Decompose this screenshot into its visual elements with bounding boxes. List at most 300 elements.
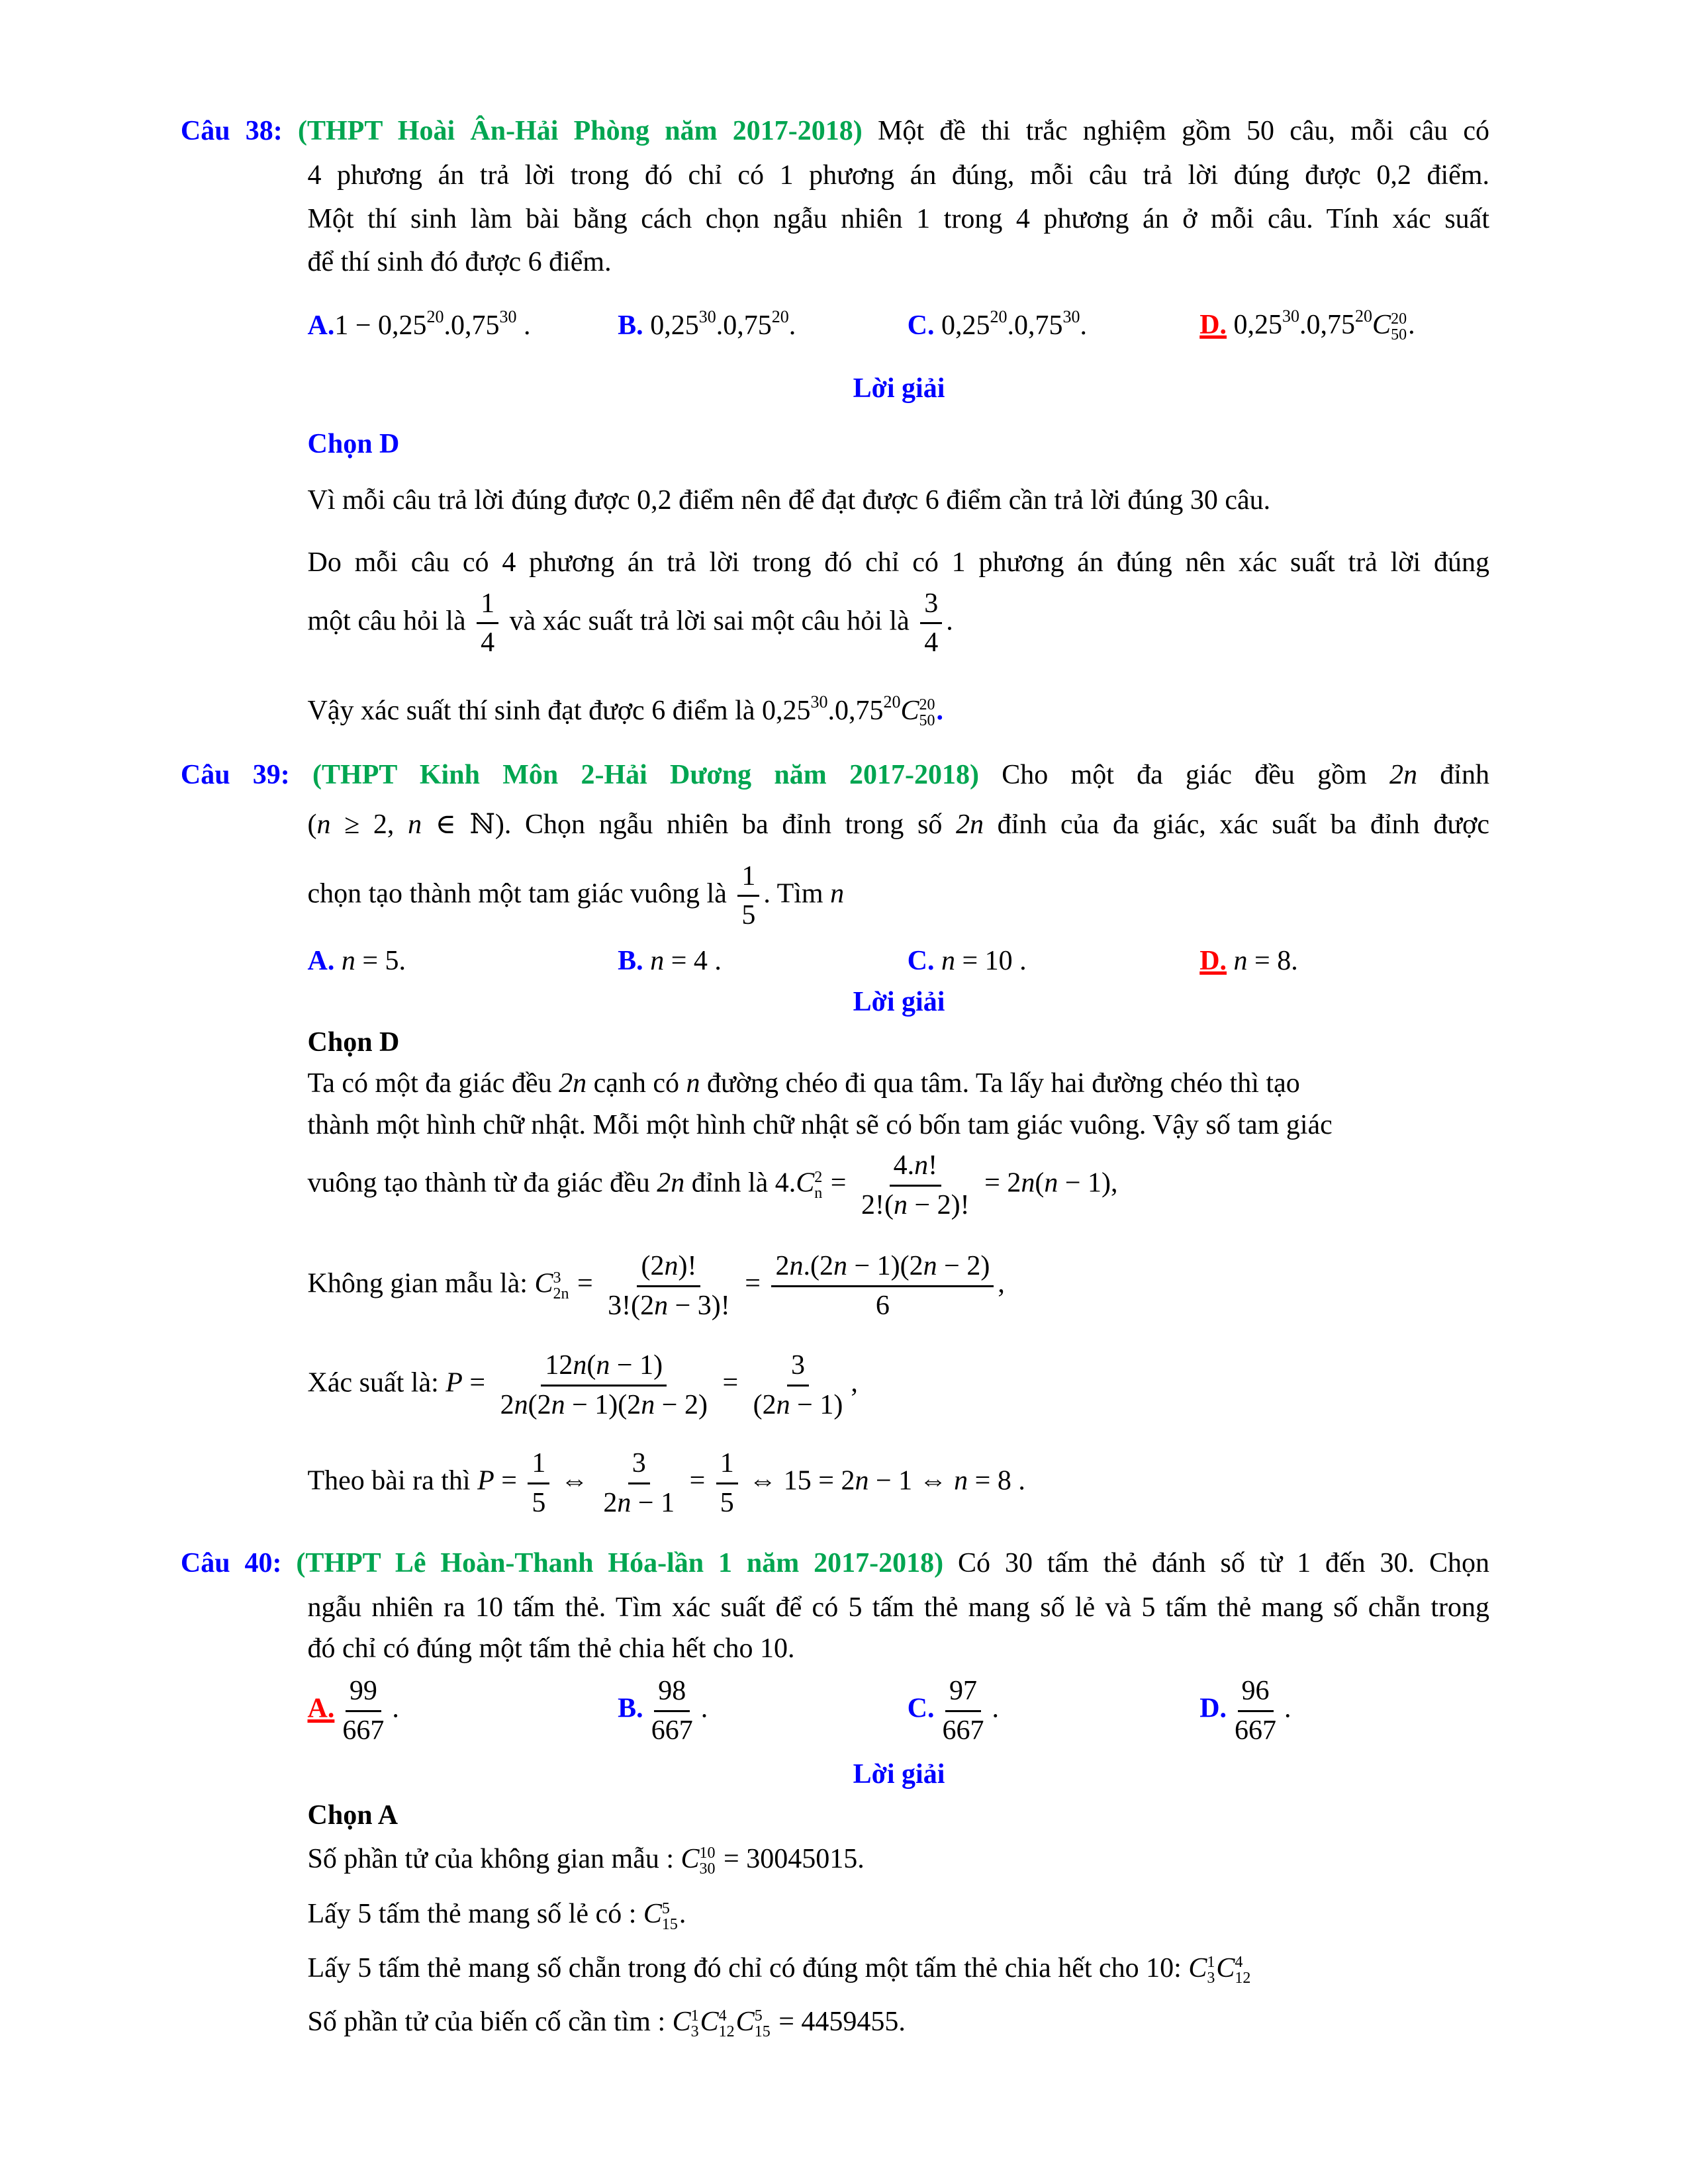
superscript: 20: [1355, 306, 1373, 326]
text-run: 667: [1235, 1715, 1277, 1746]
fraction-numerator: [920, 586, 942, 625]
text-run: .: [946, 606, 953, 637]
text-run: (2: [753, 1389, 776, 1420]
text-run: đó chỉ có đúng một tấm thẻ chia hết cho 10.: [307, 1633, 795, 1664]
text-run: .0,75: [1007, 310, 1063, 341]
label-text: Lời giải: [853, 1758, 945, 1790]
text-run: 1: [720, 1448, 734, 1479]
text-run: − 1 ⇔: [868, 1465, 955, 1496]
text-run: (: [1035, 1168, 1045, 1199]
correct-answer-label: A.: [307, 1693, 335, 1724]
fraction-numerator: [1238, 1674, 1274, 1712]
correct-answer-label: D.: [1199, 309, 1227, 340]
fraction: [857, 1148, 974, 1222]
text-run: =: [570, 1269, 600, 1300]
q40-solution: [308, 1843, 865, 1877]
text-run: =: [823, 1168, 853, 1199]
text-run: (2: [641, 1251, 665, 1282]
text-run: ,: [851, 1368, 858, 1399]
q40-choice: [308, 1799, 399, 1832]
text-run: − 2): [655, 1389, 708, 1420]
q38-text: [308, 246, 612, 279]
text-run: 1 − 0,25: [334, 310, 427, 341]
math-variable: n: [855, 1465, 869, 1496]
solution-heading: [0, 985, 1688, 1019]
text-run: Theo bài ra thì: [307, 1465, 478, 1496]
text-run: Cho một đa giác đều gồm: [979, 759, 1390, 790]
fraction: [477, 586, 498, 660]
fraction: [647, 1674, 697, 1748]
text-run: =: [737, 1269, 768, 1300]
q40-text: [308, 1632, 795, 1665]
text-run: − 3)!: [668, 1290, 730, 1321]
text-run: − 1),: [1058, 1168, 1118, 1199]
q38-title: [181, 114, 1489, 148]
text-run: thành một hình chữ nhật. Mỗi một hình chữ nhật sẽ có bốn tam giác vuông. Vậy số tam giác: [307, 1109, 1333, 1140]
superscript: 3: [553, 1269, 561, 1287]
q39-solution: [308, 1348, 858, 1422]
text-run: và xác suất trả lời sai một câu hỏi là: [502, 606, 917, 637]
math-variable: n: [686, 1068, 700, 1099]
math-variable: n: [833, 1251, 847, 1282]
math-variable: n: [923, 1251, 937, 1282]
sup-sub-index: [662, 1900, 678, 1932]
subscript: 30: [699, 1860, 716, 1878]
text-run: 0,25: [1227, 309, 1283, 340]
text-run: 5: [720, 1487, 734, 1518]
fraction-numerator: [637, 1249, 700, 1287]
label-text: B.: [618, 310, 651, 341]
label-text: Câu 40:: [180, 1547, 297, 1578]
label-text: C.: [907, 310, 941, 341]
fraction-denominator: [938, 1712, 988, 1749]
q38-choice: [308, 428, 400, 461]
text-run: Lấy 5 tấm thẻ mang số lẻ có :: [307, 1899, 643, 1930]
superscript: 1: [1207, 1953, 1215, 1971]
subscript: 15: [661, 1915, 678, 1933]
label-text: Câu 38:: [180, 115, 298, 146]
superscript: 20: [1391, 310, 1407, 328]
text-run: đỉnh: [1417, 759, 1489, 790]
text-run: = 8.: [1247, 945, 1298, 976]
text-run: 3!(2: [608, 1290, 655, 1321]
text-run: = 4459455.: [771, 2006, 906, 2037]
fraction-numerator: [716, 1446, 738, 1484]
text-run: .0,75: [444, 310, 500, 341]
source-text: (THPT Kinh Môn 2-Hải Dương năm 2017-2018): [312, 759, 979, 790]
math-variable: 2n: [559, 1068, 587, 1099]
fraction-numerator: [628, 1446, 650, 1484]
text-run: đỉnh của đa giác, xác suất ba đỉnh được: [984, 809, 1489, 840]
text-run: − 1)(2: [565, 1389, 641, 1420]
q40-solution: [308, 2005, 906, 2040]
q40-option-c: [908, 1674, 999, 1748]
text-run: chọn tạo thành một tam giác vuông là: [307, 878, 734, 909]
text-run: .: [392, 1693, 399, 1724]
math-variable: n: [789, 1251, 804, 1282]
text-run: ≥ 2,: [330, 809, 408, 840]
subscript: 50: [919, 711, 935, 729]
text-run: !: [928, 1150, 938, 1181]
fraction: [604, 1249, 734, 1323]
sup-sub-index: [919, 697, 935, 729]
text-run: .: [1080, 310, 1087, 341]
math-variable: n: [650, 945, 665, 976]
math-variable: n: [914, 1150, 929, 1181]
label-text: .: [936, 695, 943, 726]
text-run: .0,75: [827, 695, 884, 726]
correct-answer-label: D.: [1199, 945, 1227, 976]
math-variable: C: [643, 1899, 662, 1930]
math-variable: C: [1372, 309, 1391, 340]
q40-option-d: [1199, 1674, 1291, 1748]
text-run: 0,25: [941, 310, 990, 341]
fraction: [749, 1348, 847, 1422]
superscript: 4: [1235, 1953, 1243, 1971]
text-run: .: [516, 310, 531, 341]
solution-heading: [0, 1758, 1688, 1791]
q40-solution: [308, 1951, 1252, 1985]
fraction-denominator: [749, 1387, 847, 1423]
q39-option-c: [908, 944, 1027, 978]
q40-option-a: [308, 1674, 399, 1748]
q38-solution: [308, 586, 953, 660]
q39-solution: [308, 1249, 1005, 1323]
text-run: 2: [775, 1251, 790, 1282]
text-run: Một đề thi trắc nghiệm gồm 50 câu, mỗi câu có: [862, 115, 1489, 146]
subscript: 50: [1391, 326, 1407, 343]
text-run: − 1: [631, 1487, 675, 1518]
fraction: [771, 1249, 994, 1323]
text-run: Số phần tử của không gian mẫu :: [307, 1843, 681, 1874]
text-run: Không gian mẫu là:: [307, 1269, 535, 1300]
label-text: Câu 39:: [180, 759, 313, 790]
text-run: Một thí sinh làm bài bằng cách chọn ngẫu nhiên 1 trong 4 phương án ở mỗi câu. Tính xác suất: [307, 203, 1489, 234]
text-run: .: [992, 1693, 999, 1724]
superscript: 4: [718, 2007, 727, 2025]
math-variable: n: [641, 1389, 655, 1420]
math-variable: n: [514, 1389, 528, 1420]
text-run: = 8 .: [968, 1465, 1025, 1496]
sup-sub-index: [1207, 1954, 1215, 1986]
fraction-numerator: [477, 586, 498, 625]
superscript: 10: [699, 1844, 716, 1862]
text-run: 1: [532, 1448, 546, 1479]
sup-sub-index: [553, 1270, 569, 1302]
fraction-numerator: [787, 1348, 809, 1387]
text-run: Xác suất là:: [307, 1368, 446, 1399]
text-run: ngẫu nhiên ra 10 tấm thẻ. Tìm xác suất để có 5 tấm thẻ mang số lẻ và 5 tấm thẻ mang số chẵn trong: [307, 1592, 1489, 1623]
text-run: 4: [481, 627, 495, 659]
math-variable: P: [445, 1368, 463, 1399]
label-text: C.: [907, 1693, 935, 1724]
math-variable: n: [664, 1251, 679, 1282]
text-run: − 2): [937, 1251, 990, 1282]
text-run: 667: [342, 1715, 385, 1746]
q39-option-d: [1199, 944, 1298, 978]
subscript: 2n: [553, 1285, 569, 1303]
solution-heading: [0, 372, 1688, 405]
math-variable: C: [700, 2006, 719, 2037]
text-run: 667: [651, 1715, 693, 1746]
text-run: Vậy xác suất thí sinh đạt được 6 điểm là 0,25: [307, 695, 811, 726]
fraction: [1231, 1674, 1280, 1748]
text-run: 97: [949, 1676, 977, 1706]
text-run: =: [682, 1465, 712, 1496]
text-run: cạnh có: [586, 1068, 686, 1099]
text-run: một câu hỏi là: [307, 606, 473, 637]
math-variable: n: [654, 1290, 669, 1321]
fraction-denominator: [872, 1287, 894, 1324]
superscript: 30: [1282, 306, 1300, 326]
fraction: [920, 586, 942, 660]
text-run: .: [788, 310, 796, 341]
choice-label: Chọn D: [307, 1026, 400, 1058]
q38-solution: [308, 692, 944, 729]
math-variable: n: [941, 945, 955, 976]
text-run: Ta có một đa giác đều: [307, 1068, 559, 1099]
math-variable: n: [316, 809, 331, 840]
text-run: − 1)(2: [847, 1251, 923, 1282]
text-run: 3: [632, 1448, 646, 1479]
text-run: 1: [741, 860, 756, 891]
label-text: C.: [907, 945, 941, 976]
fraction-denominator: [716, 1484, 738, 1521]
sup-sub-index: [1391, 311, 1407, 343]
subscript: 12: [1235, 1969, 1251, 1987]
text-run: = 30045015.: [716, 1843, 865, 1874]
label-text: B.: [618, 945, 651, 976]
superscript: 2: [814, 1169, 823, 1187]
text-run: 96: [1241, 1676, 1270, 1706]
label-text: A.: [307, 945, 342, 976]
q39-text: [308, 859, 845, 933]
math-variable: C: [672, 2006, 691, 2037]
math-variable: 2n: [1389, 759, 1418, 790]
text-run: vuông tạo thành từ đa giác đều: [307, 1168, 657, 1199]
superscript: 5: [661, 1899, 670, 1917]
subscript: 3: [1207, 1969, 1215, 1987]
text-run: ⇔ 15 = 2: [741, 1465, 855, 1496]
choice-label: Chọn A: [307, 1800, 399, 1831]
superscript: 30: [810, 692, 828, 711]
fraction-denominator: [857, 1187, 974, 1223]
fraction-numerator: [346, 1674, 381, 1712]
text-run: )!: [678, 1251, 697, 1282]
q39-solution: [308, 1067, 1300, 1100]
q40-title: [181, 1547, 1489, 1580]
fraction-numerator: [654, 1674, 690, 1712]
subscript: 3: [690, 2023, 699, 2040]
q38-text: [308, 203, 1489, 236]
text-run: Vì mỗi câu trả lời đúng được 0,2 điểm nên để đạt được 6 điểm cần trả lời đúng 30 câu.: [307, 484, 1271, 516]
math-variable: P: [477, 1465, 494, 1496]
label-text: Lời giải: [853, 987, 945, 1018]
text-run: − 1): [790, 1389, 843, 1420]
text-run: − 2)!: [907, 1189, 970, 1220]
fraction-numerator: [528, 1446, 549, 1484]
q39-choice: [308, 1026, 400, 1059]
fraction: [599, 1446, 679, 1520]
math-variable: C: [900, 695, 919, 726]
fraction: [528, 1446, 549, 1520]
math-variable: n: [1044, 1168, 1058, 1199]
text-run: 4.: [893, 1150, 915, 1181]
text-run: = 10 .: [955, 945, 1027, 976]
fraction-denominator: [1231, 1712, 1280, 1749]
label-text: B.: [618, 1693, 643, 1724]
q39-text: [308, 807, 1489, 841]
text-run: 5: [741, 900, 756, 931]
text-run: ,: [998, 1269, 1005, 1300]
math-variable: n: [551, 1389, 565, 1420]
text-run: = 2: [977, 1168, 1021, 1199]
sup-sub-index: [755, 2008, 771, 2040]
text-run: 4: [924, 627, 939, 659]
math-variable: C: [680, 1843, 700, 1874]
fraction-denominator: [528, 1484, 549, 1521]
math-variable: n: [830, 878, 845, 909]
text-run: 12: [545, 1350, 573, 1381]
q39-solution: [308, 1148, 1118, 1222]
q40-solution: [308, 1897, 686, 1932]
sup-sub-index: [719, 2008, 735, 2040]
text-run: 2!(: [861, 1189, 894, 1220]
superscript: 20: [426, 306, 444, 326]
superscript: 30: [499, 306, 517, 326]
math-variable: n: [1021, 1168, 1035, 1199]
text-run: .: [1284, 1693, 1291, 1724]
math-variable: 2n: [657, 1168, 685, 1199]
q39-option-a: [308, 944, 406, 978]
fraction: [496, 1348, 712, 1422]
text-run: 1: [481, 588, 495, 619]
math-variable: n: [573, 1350, 587, 1381]
text-run: Có 30 tấm thẻ đánh số từ 1 đến 30. Chọn: [943, 1547, 1489, 1578]
q40-option-b: [618, 1674, 708, 1748]
text-run: .: [679, 1899, 686, 1930]
q38-option-c: [908, 306, 1087, 341]
text-run: ∈ ℕ). Chọn ngẫu nhiên ba đỉnh trong số: [422, 809, 957, 840]
fraction: [938, 1674, 988, 1748]
fraction-denominator: [604, 1287, 734, 1324]
sup-sub-index: [814, 1169, 822, 1201]
text-run: .0,75: [716, 310, 772, 341]
q38-text: [308, 158, 1489, 191]
math-variable: n: [617, 1487, 632, 1518]
fraction-denominator: [737, 897, 759, 933]
text-run: 3: [790, 1350, 805, 1381]
text-run: 3: [924, 588, 939, 619]
source-text: (THPT Lê Hoàn-Thanh Hóa-lần 1 năm 2017-2018): [296, 1547, 944, 1578]
sup-sub-index: [691, 2008, 699, 2040]
q38-solution: [308, 546, 1489, 579]
math-variable: n: [408, 809, 422, 840]
q39-title: [181, 758, 1489, 791]
q38-option-d: [1199, 305, 1415, 342]
math-variable: 2n: [956, 809, 984, 840]
text-run: (: [586, 1350, 596, 1381]
text-run: .0,75: [1299, 309, 1356, 340]
text-run: =: [462, 1368, 492, 1399]
math-variable: n: [596, 1350, 610, 1381]
text-run: để thí sinh đó được 6 điểm.: [307, 246, 612, 277]
math-variable: C: [735, 2006, 755, 2037]
source-text: (THPT Hoài Ân-Hải Phòng năm 2017-2018): [298, 115, 863, 146]
q38-option-b: [618, 306, 796, 341]
text-run: 2: [603, 1487, 618, 1518]
text-run: 2: [500, 1389, 514, 1420]
sup-sub-index: [700, 1845, 716, 1877]
text-run: .(2: [803, 1251, 833, 1282]
text-run: Lấy 5 tấm thẻ mang số chẵn trong đó chỉ có đúng một tấm thẻ chia hết cho 10:: [307, 1952, 1189, 1983]
fraction-numerator: [771, 1249, 994, 1287]
fraction-numerator: [890, 1148, 942, 1187]
text-run: Do mỗi câu có 4 phương án trả lời trong đó chỉ có 1 phương án đúng nên xác suất trả lời đúng: [307, 547, 1489, 578]
superscript: 20: [771, 306, 789, 326]
fraction-denominator: [920, 624, 942, 660]
text-run: 5: [532, 1487, 546, 1518]
superscript: 30: [1062, 306, 1080, 326]
text-run: [1227, 946, 1234, 976]
q40-text: [308, 1591, 1489, 1624]
fraction-denominator: [338, 1712, 388, 1749]
text-run: 98: [658, 1676, 686, 1706]
math-variable: C: [534, 1269, 553, 1300]
text-run: =: [715, 1368, 745, 1399]
q39-solution: [308, 1446, 1025, 1520]
q39-option-b: [618, 944, 722, 978]
q39-solution: [308, 1109, 1333, 1142]
superscript: 20: [990, 306, 1008, 326]
fraction-numerator: [737, 859, 759, 897]
text-run: 99: [349, 1676, 377, 1706]
superscript: 20: [919, 696, 935, 713]
superscript: 1: [690, 2007, 699, 2025]
text-run: = 5.: [355, 945, 406, 976]
text-run: ⇔: [553, 1465, 596, 1496]
subscript: n: [814, 1185, 823, 1203]
label-text: D.: [1199, 1693, 1227, 1724]
superscript: 20: [883, 692, 901, 711]
fraction-denominator: [477, 624, 498, 660]
math-variable: C: [1216, 1952, 1235, 1983]
text-run: =: [494, 1465, 524, 1496]
math-variable: n: [776, 1389, 790, 1420]
math-variable: C: [1188, 1952, 1207, 1983]
fraction: [338, 1674, 388, 1748]
label-text: Lời giải: [853, 373, 945, 404]
sup-sub-index: [1235, 1954, 1250, 1986]
math-variable: n: [893, 1189, 908, 1220]
fraction-numerator: [945, 1674, 981, 1712]
text-run: 667: [942, 1715, 984, 1746]
text-run: − 1): [610, 1350, 663, 1381]
fraction-numerator: [541, 1348, 667, 1387]
text-run: (: [307, 809, 317, 840]
fraction: [737, 859, 759, 933]
text-run: (2: [528, 1389, 551, 1420]
text-run: Số phần tử của biến cố cần tìm :: [307, 2006, 673, 2037]
text-run: đường chéo đi qua tâm. Ta lấy hai đường chéo thì tạo: [700, 1068, 1300, 1099]
fraction-denominator: [599, 1484, 679, 1521]
superscript: 30: [698, 306, 716, 326]
label-text: Chọn D: [307, 428, 400, 459]
fraction-denominator: [647, 1712, 697, 1749]
math-variable: n: [341, 945, 355, 976]
subscript: 12: [718, 2023, 735, 2040]
text-run: .: [1408, 309, 1415, 340]
